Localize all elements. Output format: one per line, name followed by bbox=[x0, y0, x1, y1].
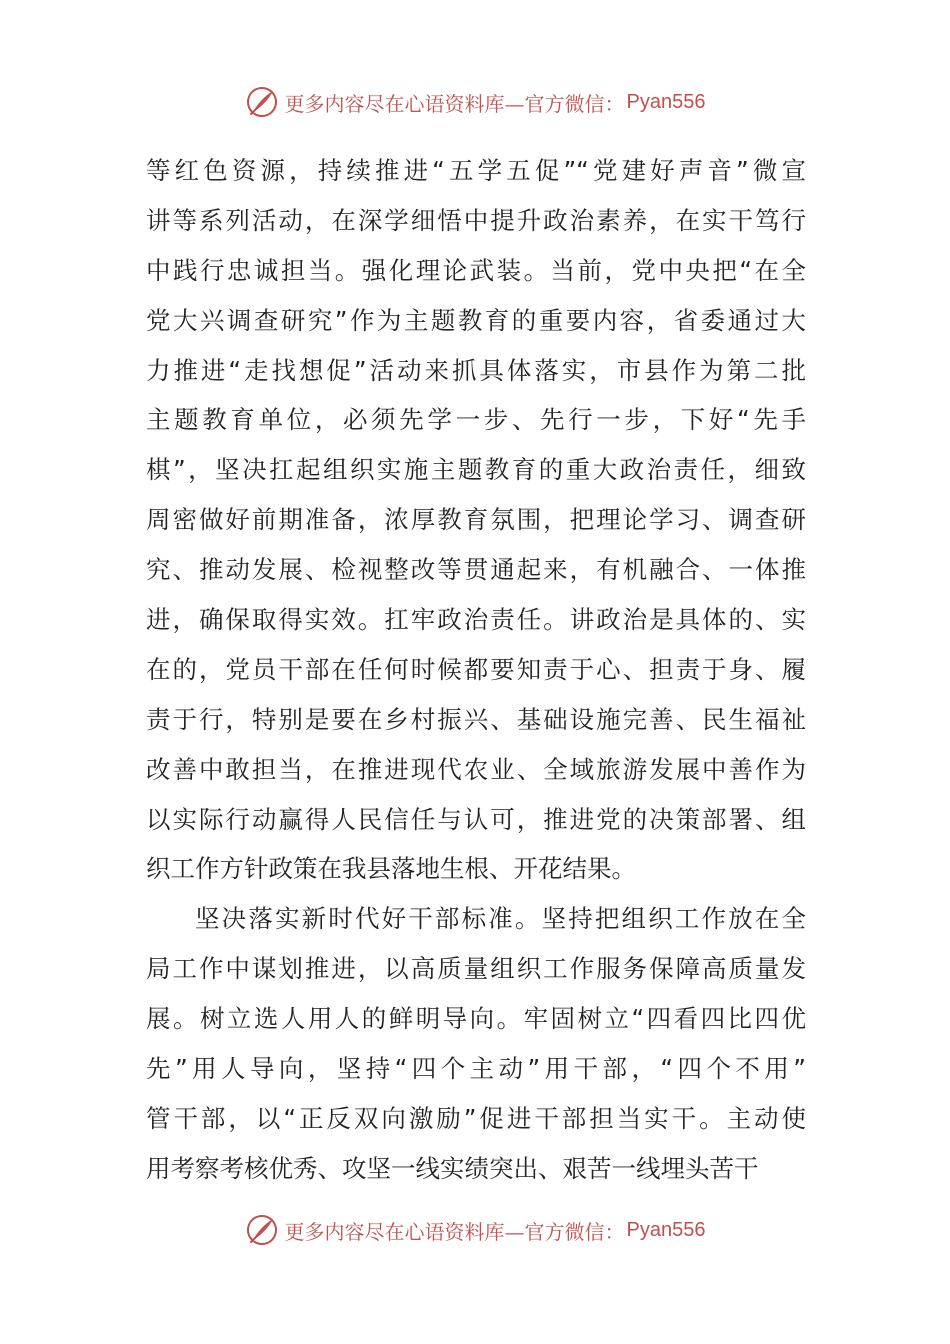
text-line: 用考察考核优秀、攻坚一线实绩突出、艰苦一线埋头苦干 bbox=[146, 1153, 759, 1183]
text-line: 究、推动发展、检视整改等贯通起来，有机融合、一体推 bbox=[146, 555, 806, 585]
text-line: 讲等系列活动，在深学细悟中提升政治素养，在实干笃行 bbox=[146, 205, 806, 235]
quill-logo-icon bbox=[245, 85, 279, 119]
banner-text: 更多内容尽在心语资料库—官方微信： bbox=[284, 1219, 625, 1244]
text-line: 力推进“走找想促”活动来抓具体落实，市县作为第二批 bbox=[146, 355, 806, 385]
quill-logo-icon bbox=[245, 1213, 279, 1247]
text-line: 进，确保取得实效。扛牢政治责任。讲政治是具体的、实 bbox=[146, 605, 806, 635]
text-line: 党大兴调查研究”作为主题教育的重要内容，省委通过大 bbox=[146, 305, 806, 335]
text-line: 展。树立选人用人的鲜明导向。牢固树立“四看四比四优 bbox=[146, 1004, 806, 1034]
text-line: 以实际行动赢得人民信任与认可，推进党的决策部署、组 bbox=[146, 804, 806, 834]
text-line: 中践行忠诚担当。强化理论武装。当前，党中央把“在全 bbox=[146, 255, 806, 285]
text-line: 责于行，特别是要在乡村振兴、基础设施完善、民生福祉 bbox=[146, 704, 806, 734]
footer-watermark-banner bbox=[0, 1208, 950, 1252]
text-line: 管干部，以“正反双向激励”促进干部担当实干。主动使 bbox=[146, 1103, 806, 1133]
text-line: 局工作中谋划推进，以高质量组织工作服务保障高质量发 bbox=[146, 954, 806, 984]
text-line: 改善中敢担当，在推进现代农业、全域旅游发展中善作为 bbox=[146, 754, 806, 784]
text-line: 先”用人导向，坚持“四个主动”用干部，“四个不用” bbox=[146, 1054, 806, 1084]
paragraph bbox=[146, 146, 806, 894]
text-line: 在的，党员干部在任何时候都要知责于心、担责于身、履 bbox=[146, 654, 806, 684]
header-watermark-banner bbox=[0, 80, 950, 124]
banner-handle: Pyan556 bbox=[626, 1218, 706, 1241]
text-line: 织工作方针政策在我县落地生根、开花结果。 bbox=[146, 854, 636, 884]
banner-text: 更多内容尽在心语资料库—官方微信： bbox=[284, 91, 625, 116]
document-body bbox=[146, 146, 806, 1194]
paragraph bbox=[146, 894, 806, 1193]
banner-handle: Pyan556 bbox=[626, 90, 706, 113]
text-line: 周密做好前期准备，浓厚教育氛围，把理论学习、调查研 bbox=[146, 505, 806, 535]
text-line: 主题教育单位，必须先学一步、先行一步，下好“先手 bbox=[146, 405, 806, 435]
text-line: 棋”，坚决扛起组织实施主题教育的重大政治责任，细致 bbox=[146, 455, 806, 485]
text-line: 坚决落实新时代好干部标准。坚持把组织工作放在全 bbox=[195, 904, 806, 934]
text-line: 等红色资源，持续推进“五学五促”“党建好声音”微宣 bbox=[146, 156, 806, 185]
